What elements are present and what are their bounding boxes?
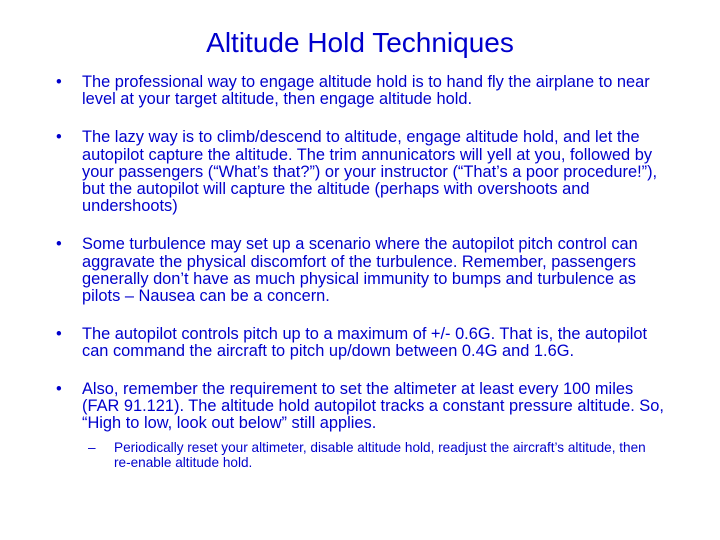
bullet-text: Also, remember the requirement to set the altimeter at least every 100 miles (FAR 91.121). The altitude hold autopilot tracks a constant pressure altitude. So, “High to low, look out below” still applies. [82, 379, 664, 433]
bullet-marker: • [56, 325, 62, 344]
sub-bullet-item [56, 440, 666, 470]
bullet-marker: • [56, 235, 62, 254]
bullet-item [56, 129, 666, 215]
bullet-list [56, 74, 666, 470]
bullet-item [56, 236, 666, 305]
sub-bullet-text: Periodically reset your altimeter, disable altitude hold, readjust the aircraft’s altitude, then re-enable altitude hold. [114, 440, 646, 471]
slide-title: Altitude Hold Techniques [206, 27, 514, 58]
bullet-marker: • [56, 379, 62, 398]
bullet-text: The lazy way is to climb/descend to altitude, engage altitude hold, and let the autopilot capture the altitude. The trim annunicators will yell at you, followed by your passengers (“What’s that?”) or your instructor (“That’s a poor procedure!”), but the autopilot will capture the altitude (perhaps with overshoots and undershoots) [82, 128, 658, 216]
bullet-text: Some turbulence may set up a scenario where the autopilot pitch control can aggravate the physical discomfort of the turbulence. Remember, passengers generally don’t have as much physical immunity to bumps and turbulence as pilots – Nausea can be a concern. [82, 235, 638, 306]
bullet-text: The autopilot controls pitch up to a maximum of +/- 0.6G. That is, the autopilot can command the aircraft to pitch up/down between 0.4G and 1.6G. [82, 325, 648, 361]
bullet-item [56, 381, 666, 433]
bullet-marker: • [56, 128, 62, 147]
sub-bullet-marker: – [88, 440, 96, 456]
bullet-text: The professional way to engage altitude hold is to hand fly the airplane to near level at your target altitude, then engage altitude hold. [82, 73, 650, 109]
bullet-item [56, 326, 666, 360]
bullet-item [56, 74, 666, 108]
bullet-marker: • [56, 73, 62, 91]
